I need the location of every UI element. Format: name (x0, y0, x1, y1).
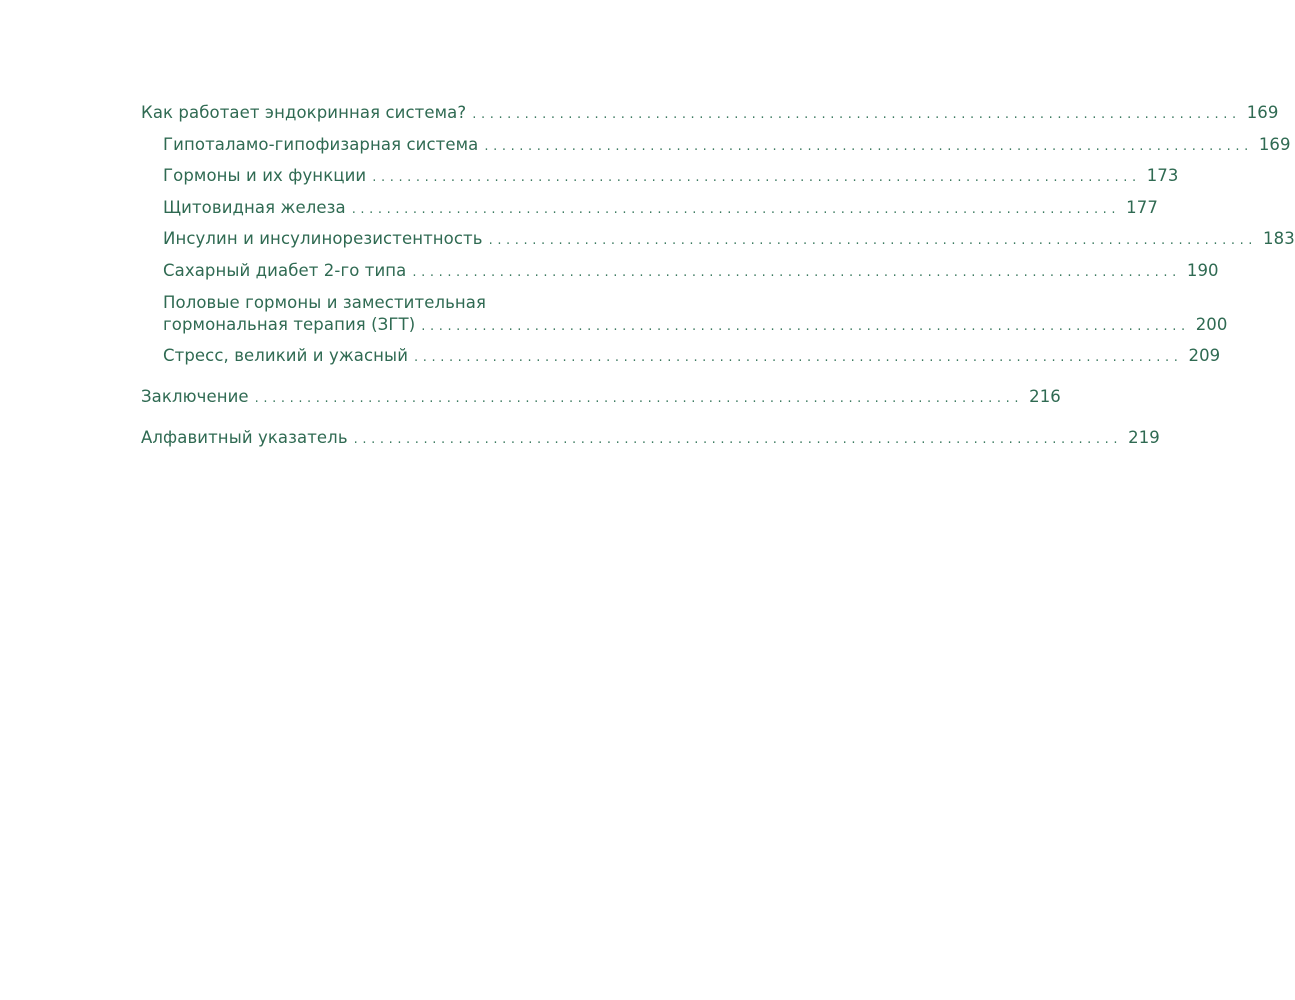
toc-entry-diabetes[interactable] (163, 260, 1219, 284)
toc-page-number: 177 (1126, 198, 1158, 217)
toc-page-number: 183 (1263, 229, 1295, 248)
toc-entry-index[interactable] (141, 427, 1160, 451)
toc-leader-dots: ........................................................................................ (421, 319, 1190, 334)
toc-entry-title: Заключение (141, 387, 249, 406)
toc-page-number: 169 (1258, 135, 1291, 154)
toc-page-number: 209 (1188, 346, 1221, 365)
toc-entry-title: Гипоталамо-гипофизарная система (163, 135, 479, 154)
toc-page-number: 190 (1186, 261, 1219, 280)
toc-leader-dots: ........................................................................................ (484, 139, 1253, 154)
toc-entry-stress[interactable] (163, 345, 1221, 369)
toc-entry-title: Гормоны и их функции (163, 166, 367, 185)
toc-leader-dots: ........................................................................................ (372, 170, 1141, 185)
toc-page-number: 169 (1246, 103, 1279, 122)
toc-leader-dots: ........................................................................................ (472, 107, 1241, 122)
toc-page-number: 216 (1029, 387, 1061, 406)
toc-entry-conclusion[interactable] (141, 386, 1061, 410)
toc-leader-dots: ........................................................................................ (414, 350, 1183, 365)
toc-entry-endocrine-system[interactable] (141, 102, 1279, 126)
toc-entry-title: Как работает эндокринная система? (141, 103, 467, 122)
toc-entry-title: Инсулин и инсулинорезистентность (163, 229, 483, 248)
toc-entry-hormones-functions[interactable] (163, 165, 1179, 189)
toc-entry-title: Алфавитный указатель (141, 428, 348, 447)
toc-entry-title: Стресс, великий и ужасный (163, 346, 409, 365)
toc-entry-sex-hormones[interactable] (163, 292, 1228, 338)
toc-entry-insulin[interactable] (163, 228, 1295, 252)
toc-entry-title: Щитовидная железа (163, 198, 346, 217)
toc-page-number: 219 (1128, 428, 1160, 447)
toc-entry-title-line2: гормональная терапия (ЗГТ) (163, 315, 416, 334)
toc-entry-title-line1: Половые гормоны и заместительная (163, 293, 487, 312)
toc-page-number: 173 (1146, 166, 1179, 185)
toc-leader-dots: ........................................................................................ (353, 432, 1123, 447)
toc-entry-thyroid[interactable] (163, 197, 1158, 221)
toc-leader-dots: ........................................................................................ (351, 202, 1121, 217)
toc-entry-title: Сахарный диабет 2-го типа (163, 261, 407, 280)
toc-entry-hypothalamic-pituitary[interactable] (163, 134, 1291, 158)
toc-leader-dots: ........................................................................................ (488, 233, 1258, 248)
toc-leader-dots: ........................................................................................ (254, 391, 1024, 406)
toc-page-number: 200 (1195, 315, 1228, 334)
toc-leader-dots: ........................................................................................ (412, 265, 1181, 280)
